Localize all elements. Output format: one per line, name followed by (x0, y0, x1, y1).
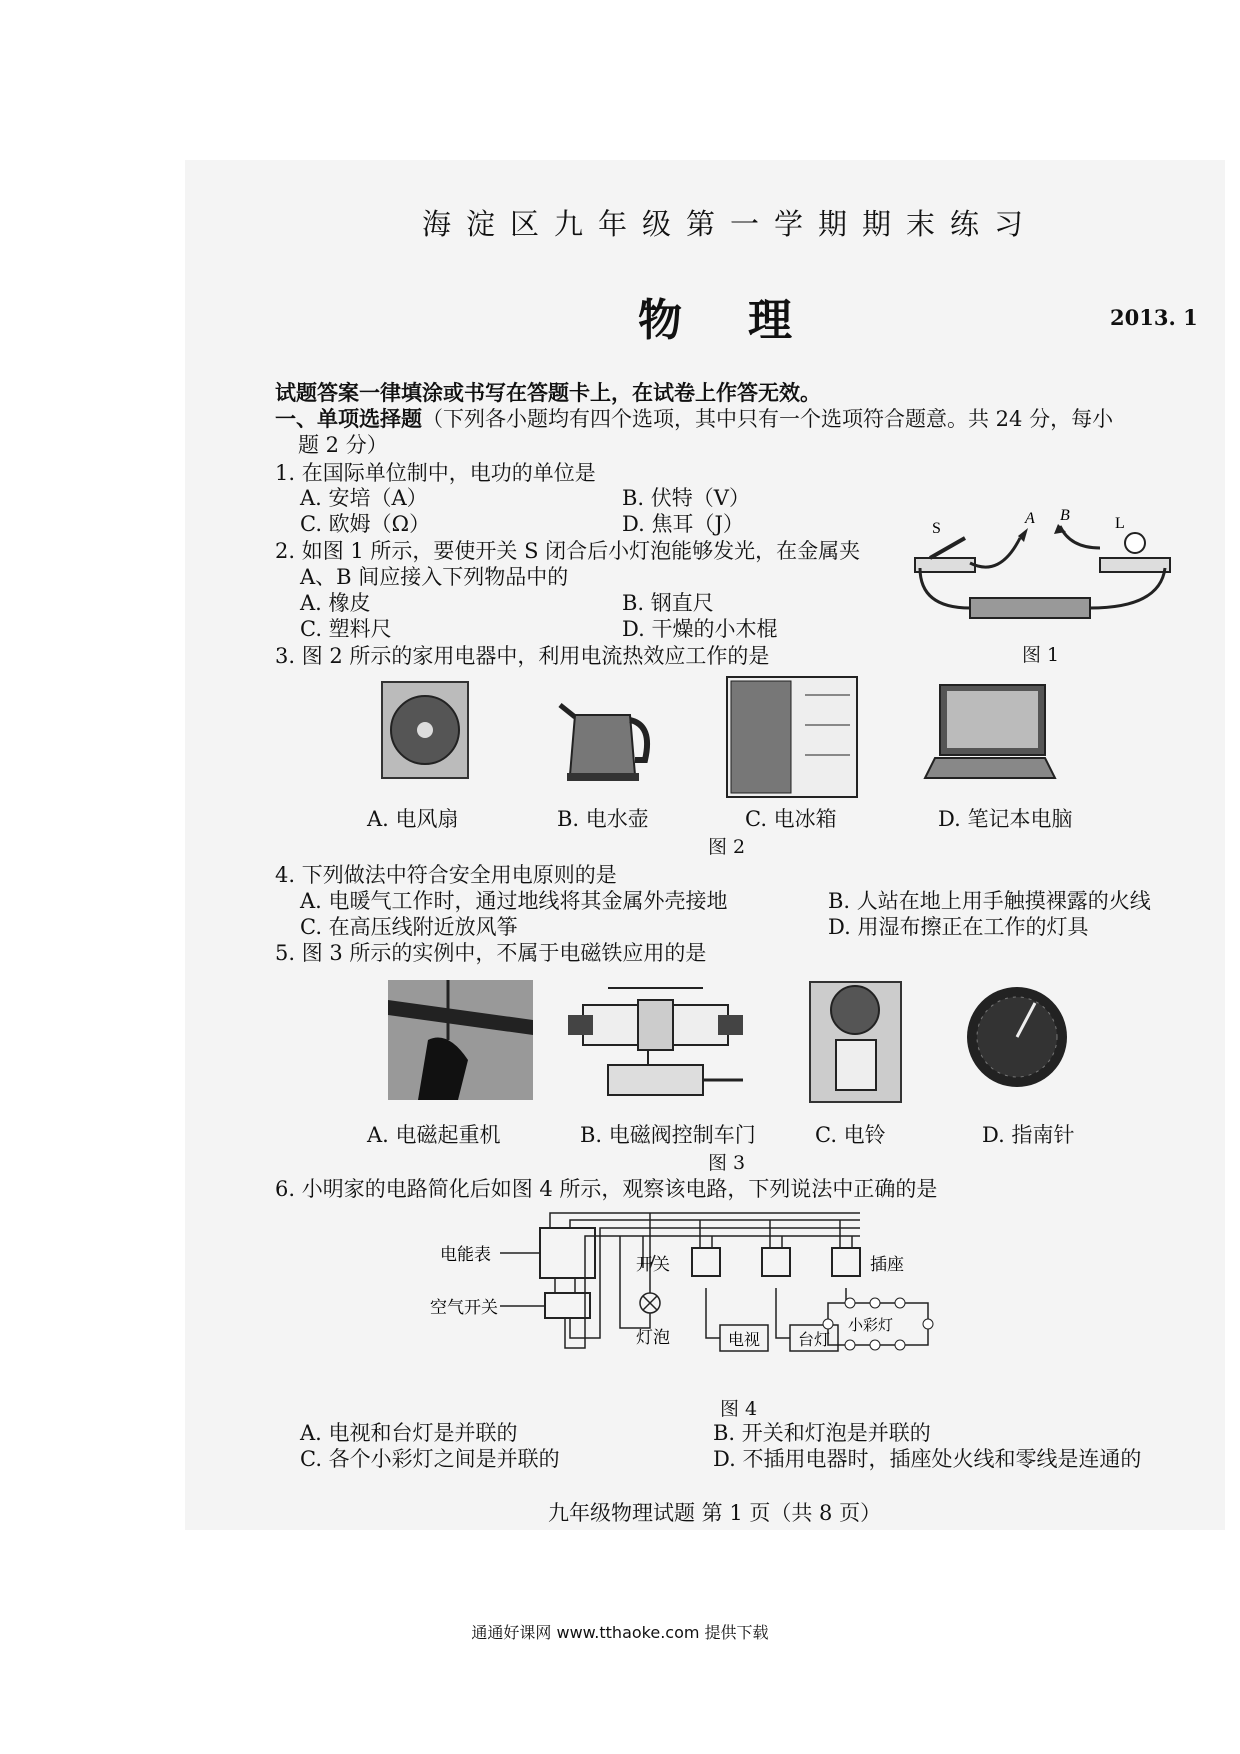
q3-option-b: B. 电水壶 (557, 807, 649, 831)
label-meter: 电能表 (440, 1245, 491, 1265)
electric-fan-image (380, 680, 470, 780)
battery-box (970, 598, 1090, 618)
label-a: A (1025, 510, 1035, 527)
q5-stem: 5. 图 3 所示的实例中，不属于电磁铁应用的是 (275, 941, 707, 965)
compass-image (965, 985, 1070, 1090)
q2-option-a: A. 橡皮 (300, 591, 371, 615)
section-1-desc-line2: 题 2 分） (298, 433, 388, 457)
label-switch: 开关 (636, 1255, 670, 1275)
breaker-box (545, 1293, 590, 1318)
subject-title: 物理 (638, 295, 858, 346)
q5-option-b: B. 电磁阀控制车门 (580, 1123, 756, 1147)
page-footer: 九年级物理试题 第 1 页（共 8 页） (548, 1501, 882, 1525)
electromagnetic-crane-image (388, 980, 533, 1100)
electric-bell-image (808, 980, 903, 1105)
label-l: L (1115, 515, 1125, 532)
q1-option-b: B. 伏特（V） (622, 486, 750, 510)
label-lamp: 台灯 (798, 1330, 831, 1349)
exam-title: 海淀区九年级第一学期期末练习 (422, 207, 1039, 241)
q1-stem: 1. 在国际单位制中，电功的单位是 (275, 461, 596, 485)
switch-lever (930, 538, 965, 558)
label-b: B (1060, 508, 1070, 524)
q5-option-c: C. 电铃 (815, 1123, 886, 1147)
figure-4-caption: 图 4 (720, 1398, 758, 1420)
q2-option-d: D. 干燥的小木棍 (622, 617, 778, 641)
label-breaker: 空气开关 (430, 1298, 498, 1318)
figure-3-caption: 图 3 (708, 1152, 746, 1174)
section-1-heading: 一、单项选择题 (275, 406, 422, 431)
label-bulb: 灯泡 (636, 1328, 670, 1348)
bulb-icon (1125, 533, 1145, 553)
q6-stem: 6. 小明家的电路简化后如图 4 所示，观察该电路，下列说法中正确的是 (275, 1177, 938, 1201)
wire-right (1090, 568, 1165, 608)
q4-option-c: C. 在高压线附近放风筝 (300, 915, 518, 939)
section-1-desc-line1: （下列各小题均有四个选项，其中只有一个选项符合题意。共 24 分，每小 (422, 407, 1114, 431)
q6-option-a: A. 电视和台灯是并联的 (300, 1421, 518, 1445)
figure-1-caption: 图 1 (1022, 644, 1060, 666)
q2-stem-line1: 2. 如图 1 所示，要使开关 S 闭合后小灯泡能够发光，在金属夹 (275, 539, 861, 563)
q1-option-d: D. 焦耳（J） (622, 512, 744, 536)
q1-option-c: C. 欧姆（Ω） (300, 512, 431, 536)
q3-stem: 3. 图 2 所示的家用电器中，利用电流热效应工作的是 (275, 644, 770, 668)
wire-left (920, 568, 970, 608)
q4-option-d: D. 用湿布擦正在工作的灯具 (828, 915, 1089, 939)
refrigerator-image (725, 675, 860, 800)
q6-option-d: D. 不插用电器时，插座处火线和零线是连通的 (713, 1447, 1142, 1471)
wire-from-b (1060, 526, 1100, 548)
instructions: 试题答案一律填涂或书写在答题卡上，在试卷上作答无效。 (275, 380, 821, 405)
lamp-base (1100, 558, 1170, 572)
switch-base (915, 558, 975, 572)
q2-option-b: B. 钢直尺 (622, 591, 714, 615)
exam-date: 2013. 1 (1110, 305, 1198, 330)
electric-kettle-image (555, 685, 655, 785)
figure-2-caption: 图 2 (708, 836, 746, 858)
q1-option-a: A. 安培（A） (300, 486, 428, 510)
wire-to-a (970, 538, 1020, 567)
q4-option-a: A. 电暖气工作时，通过地线将其金属外壳接地 (300, 889, 728, 913)
q5-option-a: A. 电磁起重机 (367, 1123, 501, 1147)
q4-stem: 4. 下列做法中符合安全用电原则的是 (275, 863, 617, 887)
q6-option-b: B. 开关和灯泡是并联的 (713, 1421, 931, 1445)
q3-option-a: A. 电风扇 (367, 807, 459, 831)
q4-option-b: B. 人站在地上用手触摸裸露的火线 (828, 889, 1151, 913)
laptop-image (920, 680, 1060, 785)
socket-3 (832, 1248, 860, 1276)
label-lights: 小彩灯 (848, 1316, 894, 1334)
source-note: 通通好课网 www.tthaoke.com 提供下载 (471, 1623, 769, 1642)
socket-2 (762, 1248, 790, 1276)
label-tv: 电视 (728, 1330, 761, 1349)
q6-option-c: C. 各个小彩灯之间是并联的 (300, 1447, 560, 1471)
label-socket: 插座 (870, 1255, 904, 1275)
label-s: S (932, 520, 941, 537)
electromagnetic-valve-diagram (568, 980, 743, 1105)
q2-option-c: C. 塑料尺 (300, 617, 392, 641)
figure-4-home-circuit (430, 1208, 1030, 1388)
figure-1-circuit (910, 508, 1180, 638)
section-1-header (275, 406, 1113, 432)
q2-stem-line2: A、B 间应接入下列物品中的 (300, 565, 569, 589)
q3-option-c: C. 电冰箱 (745, 807, 837, 831)
socket-1 (692, 1248, 720, 1276)
q5-option-d: D. 指南针 (982, 1123, 1075, 1147)
q3-option-d: D. 笔记本电脑 (938, 807, 1073, 831)
